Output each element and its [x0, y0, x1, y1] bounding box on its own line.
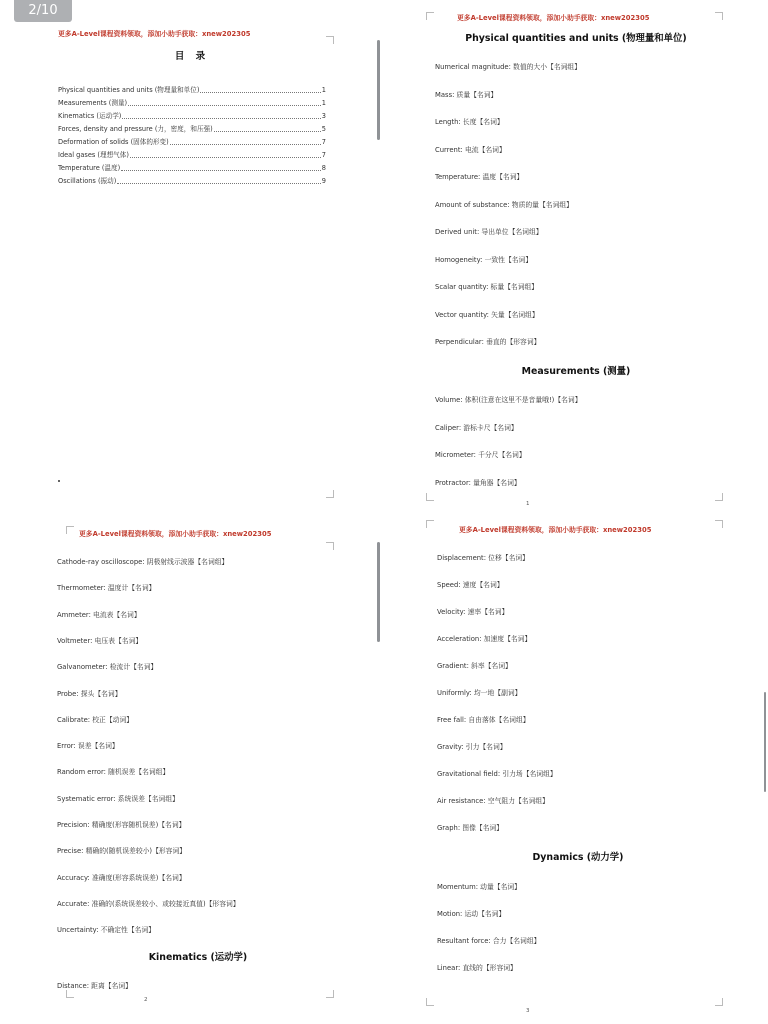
- crop-mark: [326, 990, 334, 998]
- page-banner: 更多A-Level课程资料领取，添加小助手获取：xnew202305: [79, 530, 272, 538]
- page-3: [437, 524, 737, 1019]
- page-banner: 更多A-Level课程资料领取，添加小助手获取：xnew202305: [459, 526, 652, 534]
- crop-mark: [715, 493, 723, 501]
- crop-mark: [426, 493, 434, 501]
- crop-mark: [715, 998, 723, 1006]
- page-1: [435, 12, 735, 512]
- crop-mark: [426, 520, 434, 528]
- section-heading: Dynamics (动力学): [532, 852, 624, 863]
- vocab-entry: Current: 电流【名词】: [435, 145, 506, 154]
- toc-entry[interactable]: Oscillations (振动) 9: [58, 177, 326, 185]
- page-2: [57, 528, 357, 1018]
- toc-entry[interactable]: Measurements (测量) 1: [58, 99, 326, 107]
- vocab-entry: Displacement: 位移【名词】: [437, 554, 529, 562]
- vocab-entry: Error: 误差【名词】: [57, 742, 119, 751]
- stray-dot: [58, 480, 60, 482]
- vocab-entry: Motion: 运动【名词】: [437, 910, 506, 918]
- vocab-entry: Random error: 随机误差【名词组】: [57, 768, 170, 777]
- vocab-entry: Graph: 图像【名词】: [437, 824, 504, 832]
- page-banner: 更多A-Level课程资料领取，添加小助手获取：xnew202305: [58, 30, 251, 38]
- vocab-entry: Ammeter: 电流表【名词】: [57, 610, 141, 619]
- vocab-entry: Voltmeter: 电压表【名词】: [57, 636, 143, 645]
- vocab-entry: Distance: 距离【名词】: [57, 982, 132, 990]
- vocab-entry: Momentum: 动量【名词】: [437, 883, 521, 891]
- page-number: 1: [526, 501, 530, 507]
- vocab-entry: Scalar quantity: 标量【名词组】: [435, 283, 539, 291]
- vocab-entry: Length: 长度【名词】: [435, 118, 504, 126]
- scrollbar-thumb[interactable]: [764, 692, 766, 792]
- vocab-entry: Gradient: 斜率【名词】: [437, 662, 512, 670]
- toc-entry[interactable]: Forces, density and pressure (力，密度，和压强) 5: [58, 125, 326, 133]
- vocab-entry: Uncertainty: 不确定性【名词】: [57, 926, 156, 935]
- vocab-entry: Resultant force: 合力【名词组】: [437, 937, 541, 945]
- vocab-entry: Uniformly: 均一地【副词】: [437, 689, 522, 697]
- vocab-entry: Homogeneity: 一致性【名词】: [435, 255, 533, 264]
- vocab-entry: Linear: 直线的【形容词】: [437, 964, 517, 972]
- page-number: 2: [144, 997, 148, 1003]
- section-heading: Kinematics (运动学): [148, 952, 248, 963]
- section-heading: Measurements (测量): [521, 366, 631, 377]
- crop-mark: [326, 542, 334, 550]
- vocab-entry: Numerical magnitude: 数值的大小【名词组】: [435, 63, 582, 71]
- toc-title: 目 录: [174, 51, 210, 62]
- vocab-entry: Vector quantity: 矢量【名词组】: [435, 310, 539, 319]
- toc-entry[interactable]: Kinematics (运动学) 3: [58, 112, 326, 120]
- vocab-entry: Protractor: 量角器【名词】: [435, 478, 521, 487]
- vocab-entry: Volume: 体积(注意在这里不是音量哦!)【名词】: [435, 396, 582, 404]
- vocab-entry: Acceleration: 加速度【名词】: [437, 635, 532, 643]
- vocab-entry: Amount of substance: 物质的量【名词组】: [435, 200, 573, 209]
- vocab-entry: Temperature: 温度【名词】: [435, 173, 524, 181]
- vocab-entry: Galvanometer: 检流计【名词】: [57, 663, 158, 672]
- scrollbar-thumb[interactable]: [377, 40, 380, 140]
- page-number: 3: [526, 1008, 530, 1014]
- vocab-entry: Calibrate: 校正【动词】: [57, 715, 134, 724]
- vocab-entry: Systematic error: 系统误差【名词组】: [57, 794, 179, 803]
- scrollbar-thumb[interactable]: [377, 542, 380, 642]
- vocab-entry: Cathode-ray oscilloscope: 阴极射线示波器【名词组】: [57, 558, 229, 566]
- vocab-entry: Derived unit: 导出单位【名词组】: [435, 228, 543, 236]
- vocab-entry: Air resistance: 空气阻力【名词组】: [437, 797, 549, 805]
- crop-mark: [326, 490, 334, 498]
- vocab-entry: Micrometer: 千分尺【名词】: [435, 451, 526, 459]
- vocab-entry: Free fall: 自由落体【名词组】: [437, 716, 530, 724]
- vocab-entry: Precision: 精确度(形容随机误差)【名词】: [57, 821, 186, 829]
- vocab-entry: Caliper: 游标卡尺【名词】: [435, 423, 518, 432]
- vocab-entry: Gravitational field: 引力场【名词组】: [437, 770, 557, 778]
- toc-entry[interactable]: Physical quantities and units (物理量和单位) 1: [58, 86, 326, 94]
- vocab-entry: Precise: 精确的(随机误差较小)【形容词】: [57, 847, 187, 856]
- toc-list: [58, 84, 326, 188]
- vocab-entry: Accuracy: 准确度(形容系统误差)【名词】: [57, 873, 186, 882]
- vocab-entry: Gravity: 引力【名词】: [437, 743, 507, 751]
- vocab-entry: Mass: 质量【名词】: [435, 90, 498, 99]
- crop-mark: [426, 12, 434, 20]
- toc-page: [58, 28, 358, 488]
- vocab-entry: Speed: 速度【名词】: [437, 581, 504, 589]
- section-heading: Physical quantities and units (物理量和单位): [465, 33, 687, 44]
- vocab-entry: Probe: 探头【名词】: [57, 689, 122, 698]
- page-counter: 2/10: [14, 0, 72, 22]
- page-banner: 更多A-Level课程资料领取，添加小助手获取：xnew202305: [457, 14, 650, 22]
- crop-mark: [66, 990, 74, 998]
- toc-entry[interactable]: Temperature (温度) 8: [58, 164, 326, 172]
- vocab-entry: Accurate: 准确的(系统误差较小、或较接近真值)【形容词】: [57, 899, 240, 908]
- crop-mark: [326, 36, 334, 44]
- crop-mark: [426, 998, 434, 1006]
- vocab-entry: Thermometer: 温度计【名词】: [57, 584, 156, 593]
- vocab-entry: Perpendicular: 垂直的【形容词】: [435, 338, 541, 346]
- vocab-entry: Velocity: 速率【名词】: [437, 608, 509, 616]
- toc-entry[interactable]: Ideal gases (理想气体) 7: [58, 151, 326, 159]
- toc-entry[interactable]: Deformation of solids (固体的形变) 7: [58, 138, 326, 146]
